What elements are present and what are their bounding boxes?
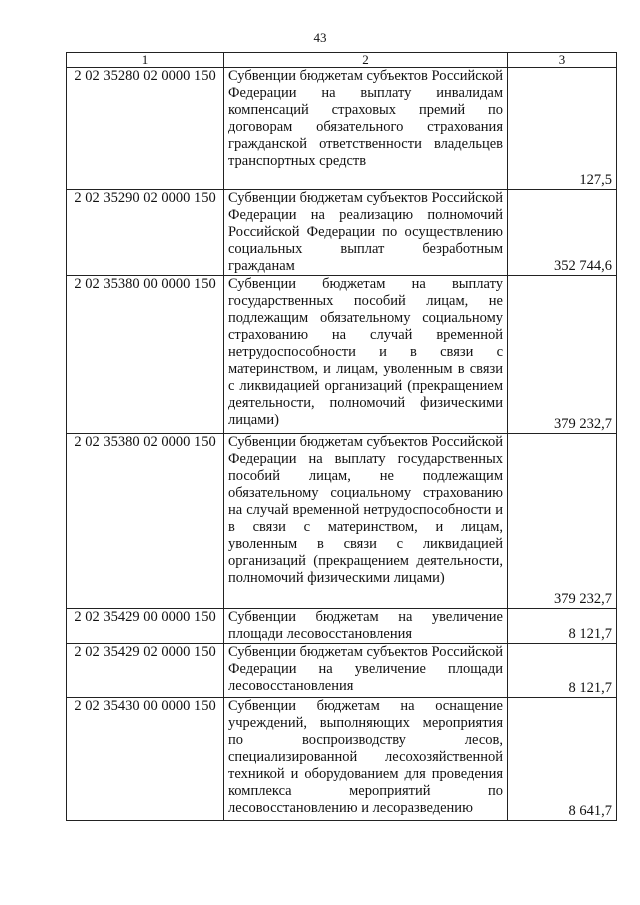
budget-item-name: Субвенции бюджетам субъектов Российской Федерации на реализацию полномочий Российской Федерации по осуществлению социальных выплат безработным гражданам — [224, 190, 508, 276]
budget-amount: 8 121,7 — [508, 609, 617, 644]
budget-amount: 379 232,7 — [508, 434, 617, 609]
budget-amount: 127,5 — [508, 68, 617, 190]
budget-code: 2 02 35290 02 0000 150 — [67, 190, 224, 276]
budget-item-name: Субвенции бюджетам субъектов Российской Федерации на увеличение площади лесовосстановления — [224, 644, 508, 698]
table-row — [67, 698, 617, 821]
budget-code: 2 02 35430 00 0000 150 — [67, 698, 224, 821]
table-row — [67, 434, 617, 609]
budget-item-name: Субвенции бюджетам субъектов Российской Федерации на выплату государственных пособий лицам, не подлежащим обязательному социальному страхованию на случай временной нетрудоспособности и в связи с материнством, и лицам, уволенным в связи с ликвидацией организаций (прекращением деятельности, полномочий физическими лицами) — [224, 434, 508, 609]
budget-amount: 379 232,7 — [508, 276, 617, 434]
budget-code: 2 02 35280 02 0000 150 — [67, 68, 224, 190]
budget-item-name: Субвенции бюджетам на оснащение учреждений, выполняющих мероприятия по воспроизводству лесов, специализированной лесохозяйственной техникой и оборудованием для проведения комплекса мероприятий по лесовосстановлению и лесоразведению — [224, 698, 508, 821]
budget-item-name: Субвенции бюджетам на выплату государственных пособий лицам, не подлежащим обязательному социальному страхованию на случай временной нетрудоспособности и в связи с материнством, и лицам, уволенным в связи с ликвидацией организаций (прекращением деятельности, полномочий физическими лицами) — [224, 276, 508, 434]
budget-item-name: Субвенции бюджетам субъектов Российской Федерации на выплату инвалидам компенсаций страховых премий по договорам обязательного страхования гражданской ответственности владельцев транспортных средств — [224, 68, 508, 190]
budget-code: 2 02 35429 02 0000 150 — [67, 644, 224, 698]
budget-code: 2 02 35380 00 0000 150 — [67, 276, 224, 434]
table-row — [67, 644, 617, 698]
budget-item-name: Субвенции бюджетам на увеличение площади лесовосстановления — [224, 609, 508, 644]
column-header-1: 1 — [67, 53, 224, 68]
budget-table — [66, 52, 617, 821]
table-row — [67, 609, 617, 644]
budget-code: 2 02 35380 02 0000 150 — [67, 434, 224, 609]
budget-amount: 352 744,6 — [508, 190, 617, 276]
table-header-row — [67, 53, 617, 68]
column-header-2: 2 — [224, 53, 508, 68]
budget-amount: 8 641,7 — [508, 698, 617, 821]
budget-amount: 8 121,7 — [508, 644, 617, 698]
column-header-3: 3 — [508, 53, 617, 68]
budget-code: 2 02 35429 00 0000 150 — [67, 609, 224, 644]
page-number: 43 — [313, 30, 327, 45]
table-row — [67, 276, 617, 434]
table-row — [67, 68, 617, 190]
table-row — [67, 190, 617, 276]
